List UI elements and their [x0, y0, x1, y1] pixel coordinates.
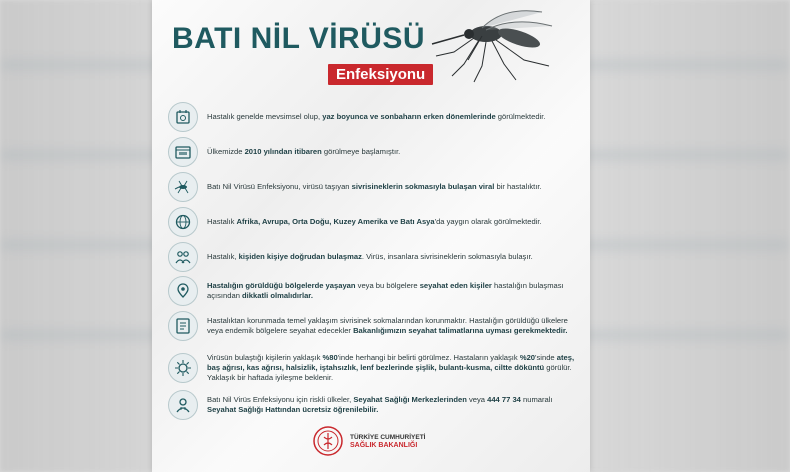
info-text: Virüsün bulaştığı kişilerin yaklaşık %80'inde herhangi bir belirti görülmez. Hastaların yaklaşık %20'sinde ateş, baş ağrısı, kas ağrısı, halsizlik, iştahsızlık, lenf bezlerinde şişlik, bulantı-kusma, ciltte döküntü görülür. Yaklaşık bir haftada iyileşme beklenir.: [207, 353, 575, 382]
info-text: Hastalıktan korunmada temel yaklaşım sivrisinek sokmalarından korunmaktır. Hastalığın görüldüğü ülkelere veya endemik bölgelere seyahat edecekler Bakanlığımızın seyahat talimatlarına uyması gerekmektedir.: [207, 316, 568, 335]
map-location-icon: [168, 276, 198, 306]
poster: [152, 0, 590, 472]
info-item: [168, 137, 578, 167]
virus-icon: [168, 353, 198, 383]
info-item: [168, 311, 578, 341]
info-item: [168, 242, 578, 272]
info-text: Batı Nil Virüsü Enfeksiyonu, virüsü taşıyan sivrisineklerin sokmasıyla bulaşan viral bir hastalıktır.: [207, 182, 542, 191]
doctor-icon: [168, 390, 198, 420]
poster-subtitle: Enfeksiyonu: [328, 64, 433, 85]
logo-line2: SAĞLIK BAKANLIĞI: [350, 442, 418, 449]
info-item: [168, 276, 578, 306]
info-text: Hastalık, kişiden kişiye doğrudan bulaşmaz. Virüs, insanlara sivrisineklerin sokmasıyla bulaşır.: [207, 252, 533, 261]
calendar-sun-icon: [168, 102, 198, 132]
info-text: Hastalık Afrika, Avrupa, Orta Doğu, Kuzey Amerika ve Batı Asya'da yaygın olarak görülmektedir.: [207, 217, 542, 226]
mosquito-icon: [168, 172, 198, 202]
globe-icon: [168, 207, 198, 237]
logo-line1: TÜRKİYE CUMHURİYETİ: [350, 434, 426, 441]
people-icon: [168, 242, 198, 272]
calendar-2010-icon: [168, 137, 198, 167]
poster-title: BATI NİL VİRÜSÜ: [172, 22, 426, 55]
ministry-logo: [312, 425, 432, 465]
info-text: Hastalığın görüldüğü bölgelerde yaşayan veya bu bölgelere seyahat eden kişiler hastalığın bulaşması açısından dikkatli olmalıdırlar.: [207, 281, 564, 300]
info-item: [168, 172, 578, 202]
info-item: [168, 350, 578, 386]
info-item: [168, 207, 578, 237]
ministry-emblem-icon: [312, 425, 344, 457]
info-item: [168, 390, 578, 420]
info-text: Hastalık genelde mevsimsel olup, yaz boyunca ve sonbaharın erken dönemlerinde görülmektedir.: [207, 112, 546, 121]
info-text: Batı Nil Virüs Enfeksiyonu için riskli ülkeler, Seyahat Sağlığı Merkezlerinden veya 444 77 34 numaralı Seyahat Sağlığı Hattından ücretsiz öğrenilebilir.: [207, 395, 553, 414]
info-text: Ülkemizde 2010 yılından itibaren görülmeye başlamıştır.: [207, 147, 401, 156]
checklist-icon: [168, 311, 198, 341]
mosquito-illustration: [424, 4, 574, 84]
info-item: [168, 102, 578, 132]
